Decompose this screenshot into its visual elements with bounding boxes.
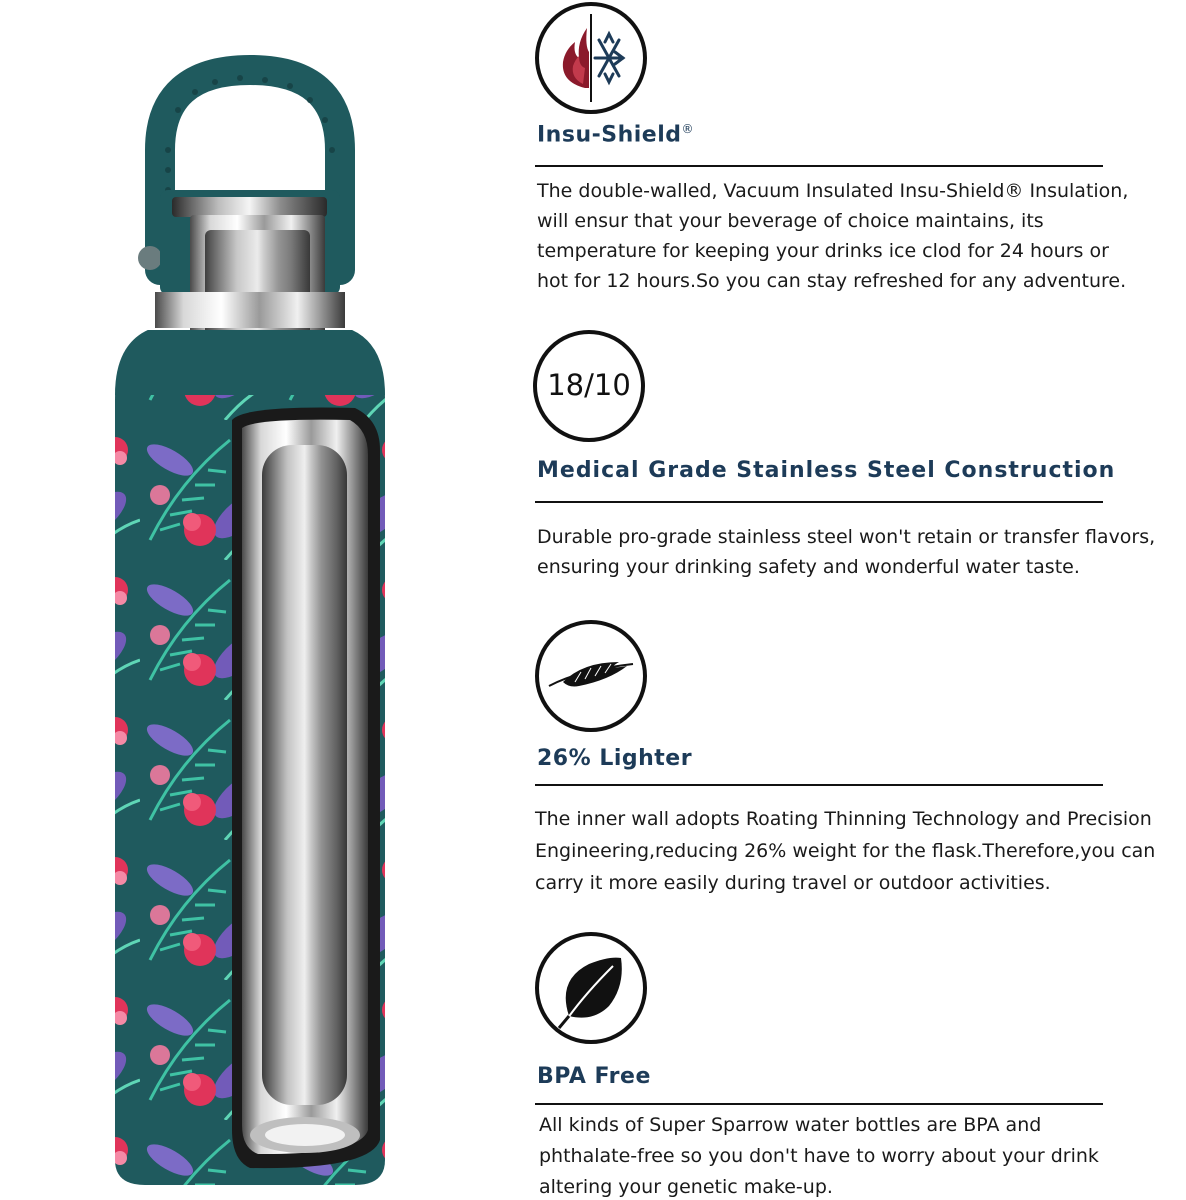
feather-icon xyxy=(535,620,647,732)
feature-title: Insu-Shield® xyxy=(537,122,694,148)
divider xyxy=(535,1103,1103,1105)
feature-description: The double-walled, Vacuum Insulated Insu-Shield® Insulation, will ensur that your beverage of choice maintains, its temperature for keeping your drinks ice clod for 24 hours or hot for 12 hours.So you can stay refreshed for any adventure. xyxy=(537,180,1129,292)
feature-bpa-free xyxy=(533,932,1183,1200)
bottle-illustration xyxy=(0,0,500,1200)
feature-title: Medical Grade Stainless Steel Construction xyxy=(537,458,1116,483)
feature-description: All kinds of Super Sparrow water bottles are BPA and phthalate-free so you don't have to worry about your drink altering your genetic make-up. xyxy=(539,1114,1099,1198)
leaf-icon xyxy=(535,932,647,1044)
divider xyxy=(535,784,1103,786)
steel-grade-badge-icon xyxy=(533,330,645,442)
feature-description: Durable pro-grade stainless steel won't retain or transfer flavors, ensuring your drinking safety and wonderful water taste. xyxy=(537,526,1156,578)
feature-title: 26% Lighter xyxy=(537,746,693,771)
hot-cold-icon xyxy=(535,2,647,114)
feature-title: BPA Free xyxy=(537,1064,651,1089)
feature-description: The inner wall adopts Roating Thinning Technology and Precision Engineering,reducing 26% weight for the flask.Therefore,you can carry it more easily during travel or outdoor activities. xyxy=(535,808,1156,894)
divider xyxy=(535,501,1103,503)
feature-lighter xyxy=(533,618,1183,908)
bottle-cutaway-image xyxy=(0,0,500,1200)
feature-insu-shield xyxy=(533,0,1183,300)
badge-text: 18/10 xyxy=(547,368,631,402)
divider xyxy=(535,165,1103,167)
feature-stainless-steel xyxy=(533,330,1183,590)
